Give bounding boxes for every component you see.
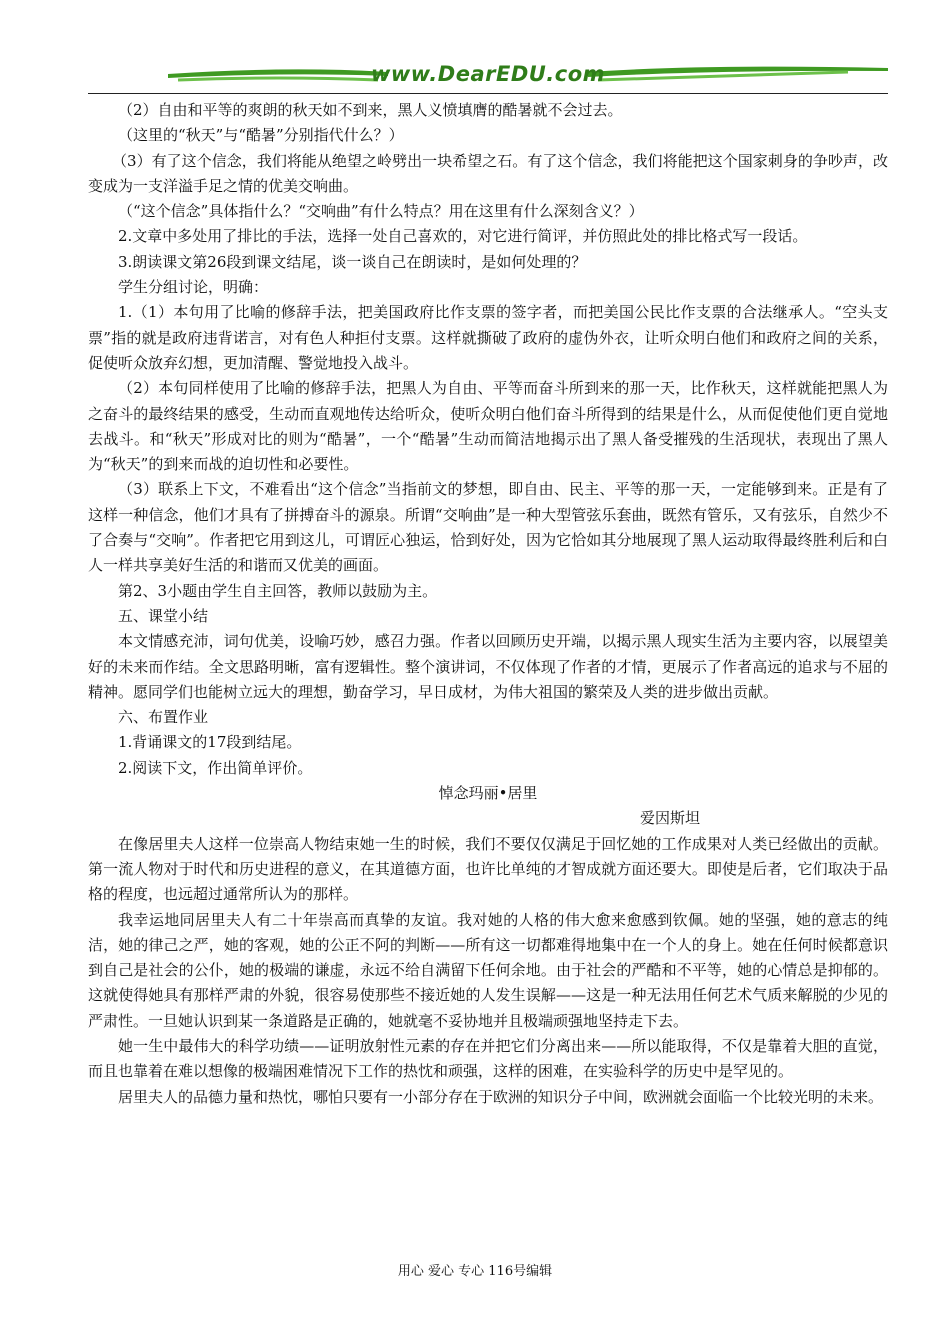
paragraph: 1.背诵课文的17段到结尾。	[118, 733, 302, 752]
paragraph: 学生分组讨论，明确：	[118, 278, 269, 297]
paragraph: （“这个信念”具体指什么？“交响曲”有什么特点？用在这里有什么深刻含义？）	[118, 202, 644, 221]
paragraph: 居里夫人的品德力量和热忱，哪怕只要有一小部分存在于欧洲的知识分子中间，欧洲就会面临一个比较光明的未来。	[118, 1087, 884, 1106]
paragraph: 六、布置作业	[118, 708, 209, 727]
paragraph: （这里的“秋天”与“酷暑”分别指代什么？）	[118, 126, 404, 145]
paragraph: （2）本句同样使用了比喻的修辞手法，把黑人为自由、平等而奋斗所到来的那一天，比作秋天，这样就能把黑人为之奋斗的最终结果的感受，生动而直观地传达给听众，使听众明白他们奋斗所得到的结果是什么，从而促使他们更自觉地去战斗。和“秋天”形成对比的则为“酷暑”，一个“酷暑”生动而简洁地揭示出了黑人备受摧残的生活现状，表现出了黑人为“秋天”的到来而战的迫切性和必要性。	[88, 379, 888, 474]
header-divider	[88, 93, 888, 94]
paragraph: 3.朗读课文第26段到课文结尾，谈一谈自己在朗读时，是如何处理的？	[118, 252, 587, 271]
paragraph: 本文情感充沛，词句优美，设喻巧妙，感召力强。作者以回顾历史开端，以揭示黑人现实生活为主要内容，以展望美好的未来而作结。全文思路明晰，富有逻辑性。整个演讲词，不仅体现了作者的才情，更展示了作者高远的追求与不屈的精神。愿同学们也能树立远大的理想，勤奋学习，早日成材，为伟大祖国的繁荣及人类的进步做出贡献。	[88, 632, 888, 701]
paragraph: 我幸运地同居里夫人有二十年崇高而真挚的友谊。我对她的人格的伟大愈来愈感到钦佩。她的坚强，她的意志的纯洁，她的律己之严，她的客观，她的公正不阿的判断——所有这一切都难得地集中在一个人的身上。她在任何时候都意识到自己是社会的公仆，她的极端的谦虚，永远不给自满留下任何余地。由于社会的严酷和不平等，她的心情总是抑郁的。这就使得她具有那样严肃的外貌，很容易使那些不接近她的人发生误解——这是一种无法用任何艺术气质来解脱的少见的严肃性。一旦她认识到某一条道路是正确的，她就毫不妥协地并且极端顽强地坚持走下去。	[88, 910, 888, 1030]
paragraph: 她一生中最伟大的科学功绩——证明放射性元素的存在并把它们分离出来——所以能取得，不仅是靠着大胆的直觉，而且也靠着在难以想像的极端困难情况下工作的热忱和顽强，这样的困难，在实验科学的历史中是罕见的。	[88, 1036, 888, 1081]
paragraph: 2.阅读下文，作出简单评价。	[118, 758, 313, 777]
paragraph: （3）联系上下文，不难看出“这个信念”当指前文的梦想，即自由、民主、平等的那一天，一定能够到来。正是有了这样一种信念，他们才具有了拼搏奋斗的源泉。所谓“交响曲”是一种大型管弦乐套曲，既然有管乐，又有弦乐，自然少不了合奏与“交响”。作者把它用到这儿，可谓匠心独运，恰到好处，因为它恰如其分地展现了黑人运动取得最终胜利后和白人一样共享美好生活的和谐而又优美的画面。	[88, 480, 888, 575]
site-logo-banner	[88, 58, 888, 92]
article-title: 悼念玛丽•居里	[438, 784, 538, 803]
paragraph: 在像居里夫人这样一位崇高人物结束她一生的时候，我们不要仅仅满足于回忆她的工作成果对人类已经做出的贡献。第一流人物对于时代和历史进程的意义，在其道德方面，也许比单纯的才智成就方面还要大。即使是后者，它们取决于品格的程度，也远超过通常所认为的那样。	[88, 834, 888, 904]
site-logo-text: www.DearEDU.com	[370, 62, 606, 86]
paragraph: 五、课堂小结	[118, 606, 209, 625]
article-author: 爱因斯坦	[639, 809, 700, 828]
paragraph: 2.文章中多处用了排比的手法，选择一处自己喜欢的，对它进行简评，并仿照此处的排比格式写一段话。	[118, 227, 808, 246]
document-body	[88, 98, 888, 1110]
paragraph: 1.（1）本句用了比喻的修辞手法，把美国政府比作支票的签字者，而把美国公民比作支票的合法继承人。“空头支票”指的就是政府违背诺言，对有色人种拒付支票。这样就撕破了政府的虚伪外衣，让听众明白他们和政府之间的关系，促使听众放弃幻想，更加清醒、警觉地投入战斗。	[88, 303, 888, 372]
paragraph: 第2、3小题由学生自主回答，教师以鼓励为主。	[118, 581, 438, 600]
page-footer: 用心 爱心 专心 116号编辑	[397, 1264, 553, 1279]
paragraph: （2）自由和平等的爽朗的秋天如不到来，黑人义愤填膺的酷暑就不会过去。	[118, 101, 623, 119]
paragraph: （3）有了这个信念，我们将能从绝望之岭劈出一块希望之石。有了这个信念，我们将能把这个国家刺身的争吵声，改变成为一支洋溢手足之情的优美交响曲。	[88, 151, 888, 195]
